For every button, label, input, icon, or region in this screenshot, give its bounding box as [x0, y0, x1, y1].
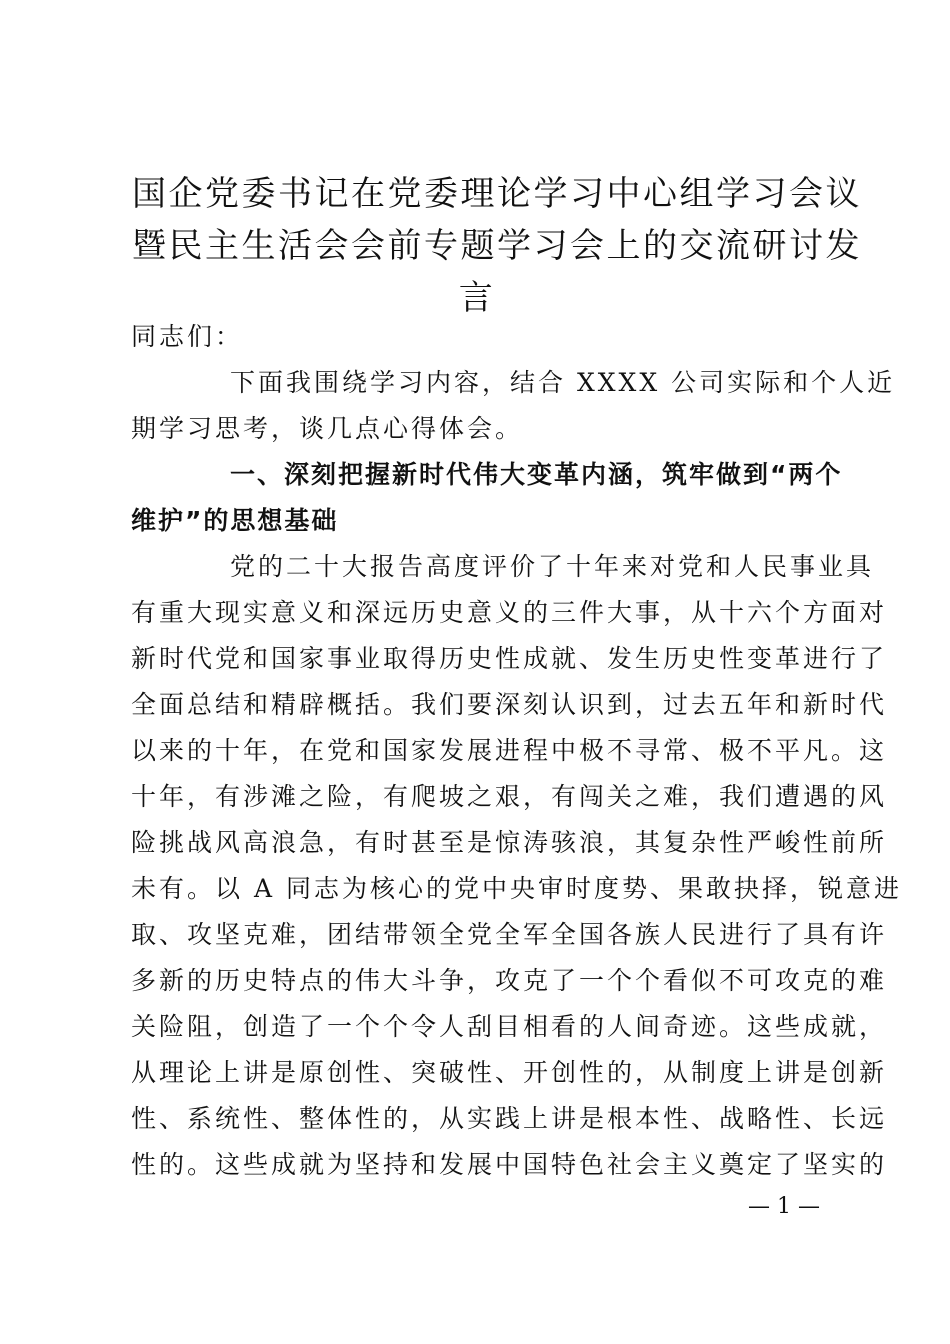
title-line-3: 言 [458, 278, 496, 318]
paragraph-line: 以来的十年，在党和国家发展进程中极不寻常、极不平凡。这 [131, 736, 888, 765]
salutation: 同志们： [131, 322, 244, 351]
paragraph-line: 性、系统性、整体性的，从实践上讲是根本性、战略性、长远 [131, 1104, 888, 1133]
title-line-2: 暨民主生活会会前专题学习会上的交流研讨发 [132, 226, 862, 266]
paragraph-line: 新时代党和国家事业取得历史性成就、发生历史性变革进行了 [131, 644, 888, 673]
paragraph-line: 险挑战风高浪急，有时甚至是惊涛骇浪，其复杂性严峻性前所 [131, 828, 888, 857]
page-number: — 1 — [748, 1194, 820, 1219]
section-heading-line-1: 一、深刻把握新时代伟大变革内涵，筑牢做到“两个 [230, 460, 843, 489]
paragraph-line: 未有。以 A 同志为核心的党中央审时度势、果敢抉择，锐意进 [131, 874, 902, 903]
paragraph-line: 多新的历史特点的伟大斗争，攻克了一个个看似不可攻克的难 [131, 966, 888, 995]
paragraph-line: 性的。这些成就为坚持和发展中国特色社会主义奠定了坚实的 [131, 1150, 888, 1179]
paragraph-line: 从理论上讲是原创性、突破性、开创性的，从制度上讲是创新 [131, 1058, 888, 1087]
document-title [120, 168, 862, 324]
title-line-1: 国企党委书记在党委理论学习中心组学习会议 [132, 174, 862, 214]
paragraph-line: 党的二十大报告高度评价了十年来对党和人民事业具 [230, 552, 875, 581]
section-heading-line-2: 维护”的思想基础 [131, 506, 339, 535]
intro-line-2: 期学习思考，谈几点心得体会。 [131, 414, 524, 443]
paragraph-line: 取、攻坚克难，团结带领全党全军全国各族人民进行了具有许 [131, 920, 888, 949]
paragraph-line: 关险阻，创造了一个个令人刮目相看的人间奇迹。这些成就， [131, 1012, 888, 1041]
paragraph-line: 十年，有涉滩之险，有爬坡之艰，有闯关之难，我们遭遇的风 [131, 782, 888, 811]
intro-line-1: 下面我围绕学习内容，结合 XXXX 公司实际和个人近 [230, 368, 896, 397]
paragraph-line: 有重大现实意义和深远历史意义的三件大事，从十六个方面对 [131, 598, 888, 627]
paragraph-line: 全面总结和精辟概括。我们要深刻认识到，过去五年和新时代 [131, 690, 888, 719]
